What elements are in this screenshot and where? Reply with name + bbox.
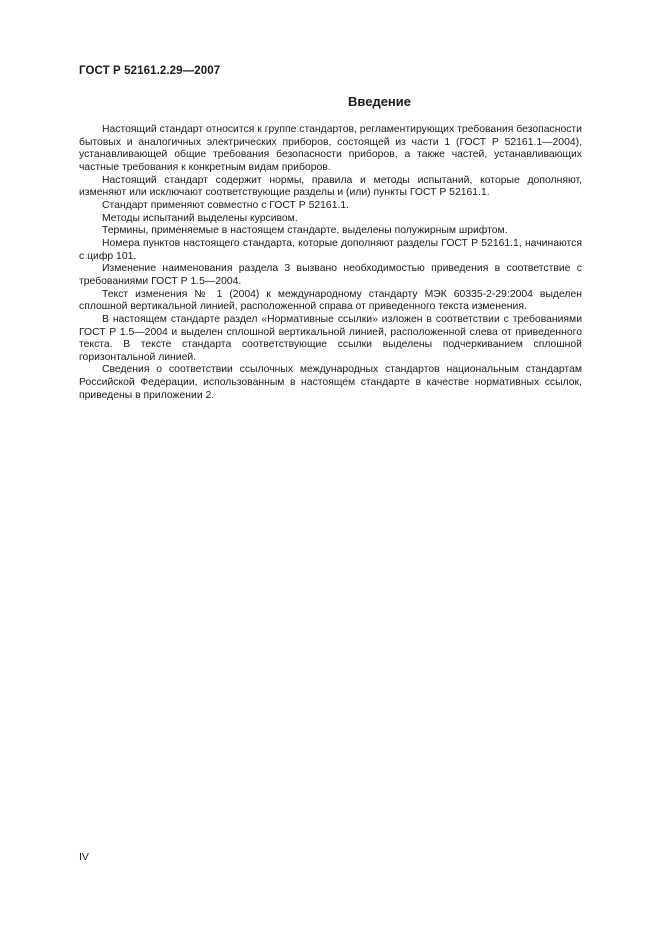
- paragraph-amendment: Текст изменения № 1 (2004) к международному стандарту МЭК 60335-2-29:2004 выделен сплошной вертикальной линией, расположенной справа от приведенного текста изменения.: [79, 288, 582, 313]
- paragraph-bold-note: Термины, применяемые в настоящем стандарте, выделены полужирным шрифтом.: [102, 225, 508, 237]
- paragraph-correspondence: Сведения о соответствии ссылочных международных стандартов национальным стандартам Российской Федерации, использованным в настоящем стандарте в качестве нормативных ссылок, приведены в приложении 2.: [79, 364, 582, 401]
- paragraph-content: Настоящий стандарт содержит нормы, правила и методы испытаний, которые дополняют, изменяют или исключают соответствующие разделы и (или) пункты ГОСТ Р 52161.1.: [79, 174, 582, 199]
- paragraph-normative-refs: В настоящем стандарте раздел «Нормативные ссылки» изложен в соответствии с требованиями ГОСТ Р 1.5—2004 и выделен сплошной вертикальной линией, расположенной слева от приведенного текста. В тексте стандарта соответствующие ссылки выделены подчеркиванием сплошной горизонтальной линией.: [79, 313, 582, 363]
- paragraph-scope: Настоящий стандарт относится к группе стандартов, регламентирующих требования безопасности бытовых и аналогичных электрических приборов, состоящей из части 1 (ГОСТ Р 52161.1—2004), устанавливающей общие требования безопасности приборов, а также частей, устанавливающих частные требования к конкретным видам приборов.: [79, 124, 582, 173]
- section-title: Введение: [348, 94, 411, 109]
- page-number: IV: [79, 851, 89, 863]
- paragraph-section3-change: Изменение наименования раздела 3 вызвано необходимостью приведения в соответствие с требованиями ГОСТ Р 1.5—2004.: [79, 263, 582, 287]
- document-header: ГОСТ Р 52161.2.29—2007: [79, 65, 221, 77]
- paragraph-italic-note: Методы испытаний выделены курсивом.: [102, 212, 298, 224]
- introduction-body: [79, 124, 582, 402]
- paragraph-joint-use: Стандарт применяют совместно с ГОСТ Р 52161.1.: [102, 199, 350, 211]
- paragraph-numbering: Номера пунктов настоящего стандарта, которые дополняют разделы ГОСТ Р 52161.1, начинаются с цифр 101.: [79, 237, 582, 262]
